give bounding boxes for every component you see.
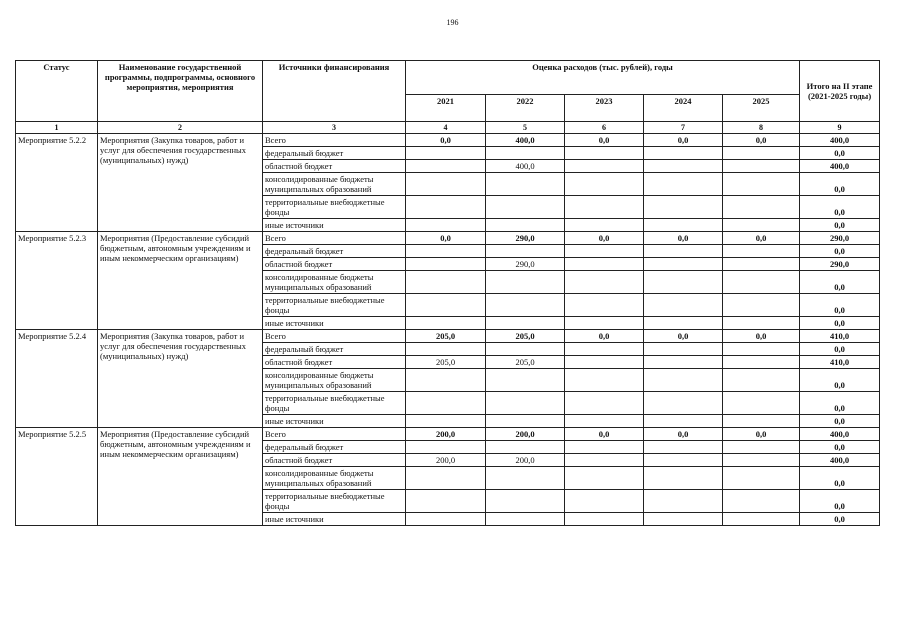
header-year: 2023	[565, 95, 644, 122]
year-value-cell	[486, 467, 565, 490]
col-number: 3	[263, 122, 406, 134]
col-number: 1	[16, 122, 98, 134]
year-value-cell	[723, 513, 800, 526]
year-value-cell: 0,0	[723, 330, 800, 343]
year-value-cell: 0,0	[723, 134, 800, 147]
year-value-cell	[406, 196, 486, 219]
header-status: Статус	[16, 61, 98, 122]
year-value-cell	[486, 343, 565, 356]
header-year: 2024	[644, 95, 723, 122]
year-value-cell: 0,0	[644, 330, 723, 343]
total-cell: 0,0	[800, 392, 880, 415]
total-cell: 0,0	[800, 467, 880, 490]
year-value-cell	[723, 196, 800, 219]
year-value-cell	[565, 160, 644, 173]
year-value-cell	[723, 441, 800, 454]
year-value-cell: 0,0	[644, 134, 723, 147]
source-cell: областной бюджет	[263, 160, 406, 173]
year-value-cell	[565, 415, 644, 428]
year-value-cell: 0,0	[723, 232, 800, 245]
year-value-cell: 0,0	[565, 134, 644, 147]
year-value-cell	[723, 454, 800, 467]
year-value-cell: 0,0	[644, 428, 723, 441]
year-value-cell: 205,0	[406, 330, 486, 343]
year-value-cell	[644, 245, 723, 258]
year-value-cell	[406, 513, 486, 526]
year-value-cell	[406, 317, 486, 330]
source-cell: иные источники	[263, 219, 406, 232]
year-value-cell: 0,0	[644, 232, 723, 245]
year-value-cell	[644, 490, 723, 513]
total-cell: 290,0	[800, 258, 880, 271]
year-value-cell	[565, 369, 644, 392]
year-value-cell	[406, 245, 486, 258]
activity-name-cell: Мероприятия (Предоставление субсидий бюджетным, автономным учреждениям и иным некоммерческим организациям)	[98, 428, 263, 526]
year-value-cell	[406, 490, 486, 513]
col-number: 5	[486, 122, 565, 134]
source-cell: консолидированные бюджеты муниципальных образований	[263, 369, 406, 392]
year-value-cell	[723, 415, 800, 428]
year-value-cell	[644, 356, 723, 369]
year-value-cell	[723, 490, 800, 513]
year-value-cell	[565, 441, 644, 454]
table-row	[16, 428, 880, 441]
source-cell: Всего	[263, 134, 406, 147]
year-value-cell	[565, 317, 644, 330]
year-value-cell	[406, 294, 486, 317]
year-value-cell	[565, 173, 644, 196]
total-cell: 0,0	[800, 271, 880, 294]
year-value-cell	[406, 369, 486, 392]
page-number: 196	[446, 18, 459, 27]
year-value-cell	[565, 294, 644, 317]
year-value-cell	[723, 245, 800, 258]
year-value-cell	[565, 513, 644, 526]
total-cell: 0,0	[800, 294, 880, 317]
header-year: 2021	[406, 95, 486, 122]
year-value-cell	[406, 147, 486, 160]
year-value-cell	[565, 245, 644, 258]
source-cell: консолидированные бюджеты муниципальных образований	[263, 467, 406, 490]
source-cell: областной бюджет	[263, 454, 406, 467]
status-cell: Мероприятие 5.2.5	[16, 428, 98, 526]
source-cell: иные источники	[263, 415, 406, 428]
col-number: 4	[406, 122, 486, 134]
year-value-cell	[723, 294, 800, 317]
year-value-cell	[723, 173, 800, 196]
year-value-cell	[406, 271, 486, 294]
year-value-cell	[565, 271, 644, 294]
total-cell: 0,0	[800, 513, 880, 526]
year-value-cell: 205,0	[406, 356, 486, 369]
source-cell: федеральный бюджет	[263, 343, 406, 356]
year-value-cell	[486, 513, 565, 526]
year-value-cell	[486, 245, 565, 258]
year-value-cell	[723, 467, 800, 490]
year-value-cell	[644, 454, 723, 467]
total-cell: 0,0	[800, 219, 880, 232]
year-value-cell: 0,0	[723, 428, 800, 441]
year-value-cell: 0,0	[565, 428, 644, 441]
col-number: 7	[644, 122, 723, 134]
header-expenses: Оценка расходов (тыс. рублей), годы	[406, 61, 800, 95]
year-value-cell: 205,0	[486, 356, 565, 369]
total-cell: 0,0	[800, 147, 880, 160]
year-value-cell	[723, 343, 800, 356]
year-value-cell	[486, 317, 565, 330]
year-value-cell	[565, 258, 644, 271]
source-cell: консолидированные бюджеты муниципальных образований	[263, 271, 406, 294]
source-cell: федеральный бюджет	[263, 147, 406, 160]
total-cell: 0,0	[800, 369, 880, 392]
year-value-cell	[565, 454, 644, 467]
status-cell: Мероприятие 5.2.3	[16, 232, 98, 330]
year-value-cell	[723, 392, 800, 415]
year-value-cell	[565, 196, 644, 219]
year-value-cell: 0,0	[406, 232, 486, 245]
year-value-cell	[486, 490, 565, 513]
header-sources: Источники финансирования	[263, 61, 406, 122]
year-value-cell	[644, 369, 723, 392]
source-cell: федеральный бюджет	[263, 441, 406, 454]
year-value-cell	[486, 271, 565, 294]
year-value-cell	[406, 343, 486, 356]
year-value-cell	[486, 219, 565, 232]
activity-name-cell: Мероприятия (Предоставление субсидий бюджетным, автономным учреждениям и иным некоммерческим организациям)	[98, 232, 263, 330]
table-row	[16, 330, 880, 343]
year-value-cell	[486, 147, 565, 160]
year-value-cell	[723, 356, 800, 369]
year-value-cell	[644, 147, 723, 160]
source-cell: Всего	[263, 428, 406, 441]
year-value-cell	[644, 173, 723, 196]
year-value-cell	[406, 392, 486, 415]
total-cell: 400,0	[800, 428, 880, 441]
year-value-cell	[565, 392, 644, 415]
source-cell: иные источники	[263, 317, 406, 330]
source-cell: областной бюджет	[263, 356, 406, 369]
year-value-cell: 290,0	[486, 258, 565, 271]
year-value-cell	[406, 258, 486, 271]
total-cell: 0,0	[800, 245, 880, 258]
year-value-cell	[406, 441, 486, 454]
source-cell: консолидированные бюджеты муниципальных образований	[263, 173, 406, 196]
source-cell: областной бюджет	[263, 258, 406, 271]
year-value-cell	[644, 317, 723, 330]
header-total: Итого на II этапе (2021-2025 годы)	[800, 61, 880, 122]
year-value-cell	[644, 258, 723, 271]
year-value-cell: 0,0	[406, 134, 486, 147]
year-value-cell: 205,0	[486, 330, 565, 343]
year-value-cell	[486, 173, 565, 196]
year-value-cell	[644, 196, 723, 219]
source-cell: иные источники	[263, 513, 406, 526]
total-cell: 410,0	[800, 330, 880, 343]
year-value-cell: 290,0	[486, 232, 565, 245]
total-cell: 0,0	[800, 415, 880, 428]
status-cell: Мероприятие 5.2.2	[16, 134, 98, 232]
year-value-cell	[565, 467, 644, 490]
year-value-cell	[644, 415, 723, 428]
source-cell: территориальные внебюджетные фонды	[263, 196, 406, 219]
year-value-cell	[644, 219, 723, 232]
source-cell: территориальные внебюджетные фонды	[263, 392, 406, 415]
year-value-cell	[644, 271, 723, 294]
total-cell: 0,0	[800, 196, 880, 219]
total-cell: 400,0	[800, 160, 880, 173]
year-value-cell	[406, 160, 486, 173]
total-cell: 0,0	[800, 441, 880, 454]
year-value-cell	[644, 513, 723, 526]
source-cell: территориальные внебюджетные фонды	[263, 490, 406, 513]
year-value-cell	[723, 147, 800, 160]
year-value-cell	[486, 369, 565, 392]
year-value-cell: 200,0	[486, 454, 565, 467]
year-value-cell	[406, 415, 486, 428]
total-cell: 410,0	[800, 356, 880, 369]
year-value-cell: 200,0	[486, 428, 565, 441]
source-cell: Всего	[263, 232, 406, 245]
total-cell: 290,0	[800, 232, 880, 245]
year-value-cell	[723, 219, 800, 232]
year-value-cell	[486, 441, 565, 454]
col-number: 8	[723, 122, 800, 134]
year-value-cell: 0,0	[565, 232, 644, 245]
year-value-cell	[644, 467, 723, 490]
activity-name-cell: Мероприятия (Закупка товаров, работ и услуг для обеспечения государственных (муниципальных) нужд)	[98, 134, 263, 232]
total-cell: 0,0	[800, 343, 880, 356]
year-value-cell	[644, 392, 723, 415]
year-value-cell	[406, 219, 486, 232]
col-number: 2	[98, 122, 263, 134]
source-cell: Всего	[263, 330, 406, 343]
table-row	[16, 232, 880, 245]
year-value-cell	[565, 343, 644, 356]
budget-table	[15, 60, 880, 526]
year-value-cell	[486, 392, 565, 415]
year-value-cell	[486, 415, 565, 428]
source-cell: территориальные внебюджетные фонды	[263, 294, 406, 317]
table-row	[16, 134, 880, 147]
year-value-cell	[565, 147, 644, 160]
year-value-cell: 200,0	[406, 428, 486, 441]
year-value-cell: 200,0	[406, 454, 486, 467]
total-cell: 0,0	[800, 490, 880, 513]
year-value-cell	[644, 343, 723, 356]
year-value-cell	[486, 294, 565, 317]
total-cell: 0,0	[800, 317, 880, 330]
year-value-cell	[644, 294, 723, 317]
year-value-cell	[644, 160, 723, 173]
status-cell: Мероприятие 5.2.4	[16, 330, 98, 428]
header-year: 2025	[723, 95, 800, 122]
year-value-cell: 0,0	[565, 330, 644, 343]
activity-name-cell: Мероприятия (Закупка товаров, работ и услуг для обеспечения государственных (муниципальных) нужд)	[98, 330, 263, 428]
year-value-cell	[406, 467, 486, 490]
year-value-cell	[723, 317, 800, 330]
year-value-cell	[723, 271, 800, 294]
year-value-cell	[565, 356, 644, 369]
col-number: 6	[565, 122, 644, 134]
source-cell: федеральный бюджет	[263, 245, 406, 258]
year-value-cell	[406, 173, 486, 196]
header-name: Наименование государственной программы, подпрограммы, основного мероприятия, мероприятия	[98, 61, 263, 122]
year-value-cell	[565, 219, 644, 232]
year-value-cell: 400,0	[486, 160, 565, 173]
total-cell: 400,0	[800, 454, 880, 467]
year-value-cell	[723, 369, 800, 392]
year-value-cell	[723, 258, 800, 271]
col-number: 9	[800, 122, 880, 134]
total-cell: 400,0	[800, 134, 880, 147]
year-value-cell	[565, 490, 644, 513]
header-year: 2022	[486, 95, 565, 122]
total-cell: 0,0	[800, 173, 880, 196]
year-value-cell	[644, 441, 723, 454]
year-value-cell	[486, 196, 565, 219]
year-value-cell: 400,0	[486, 134, 565, 147]
year-value-cell	[723, 160, 800, 173]
